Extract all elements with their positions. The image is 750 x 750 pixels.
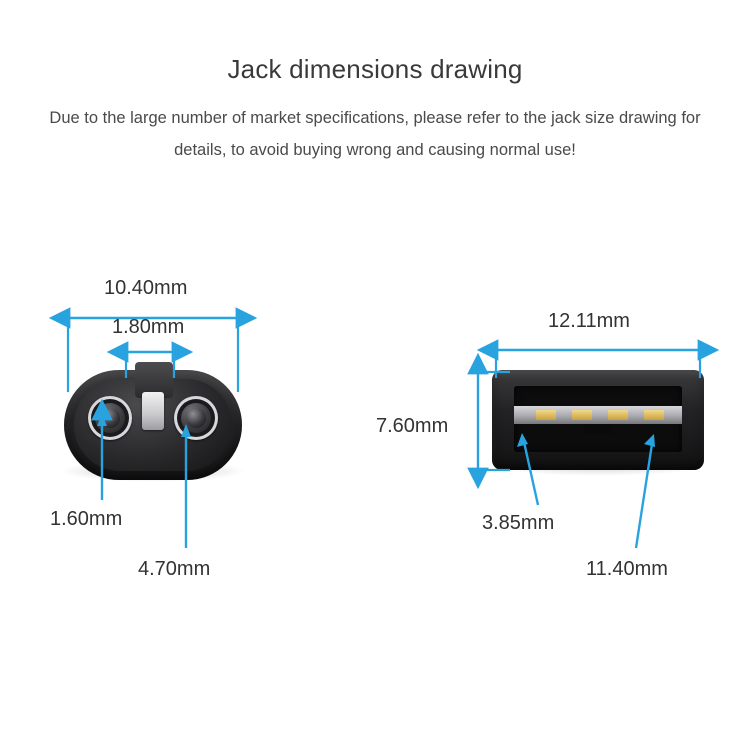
dimension-label-left-pin-spacing: 4.70mm (138, 558, 211, 580)
usb-contact-2 (572, 410, 592, 420)
dimension-label-left-pin-diameter: 1.60mm (50, 508, 123, 530)
left-contact-pin-1-core (100, 408, 120, 428)
dimension-label-right-overall-width: 12.11mm (548, 310, 630, 332)
usb-contact-1 (536, 410, 556, 420)
right-cavity (514, 386, 682, 452)
left-metal-tab (142, 392, 164, 430)
usb-tongue-slot (584, 424, 612, 434)
dimension-label-right-cavity-width: 11.40mm (586, 558, 668, 580)
magnetic-jack-image (64, 370, 242, 480)
usb-jack-image (492, 370, 704, 470)
page-title: Jack dimensions drawing (227, 54, 523, 84)
page-subtitle: Due to the large number of market specifications, please refer to the jack size drawing for details, to avoid buying wrong and causing normal use! (49, 109, 701, 159)
dimension-label-left-tab-width: 1.80mm (112, 316, 185, 338)
usb-contact-3 (608, 410, 628, 420)
left-contact-pin-1 (88, 396, 132, 440)
dimension-label-left-overall-width: 10.40mm (104, 277, 188, 299)
left-contact-pin-2-core (186, 408, 206, 428)
usb-contact-4 (644, 410, 664, 420)
dimension-label-right-tongue-thickness: 3.85mm (482, 512, 555, 534)
dimension-label-right-overall-height: 7.60mm (376, 415, 449, 437)
header (0, 52, 750, 166)
left-contact-pin-2 (174, 396, 218, 440)
